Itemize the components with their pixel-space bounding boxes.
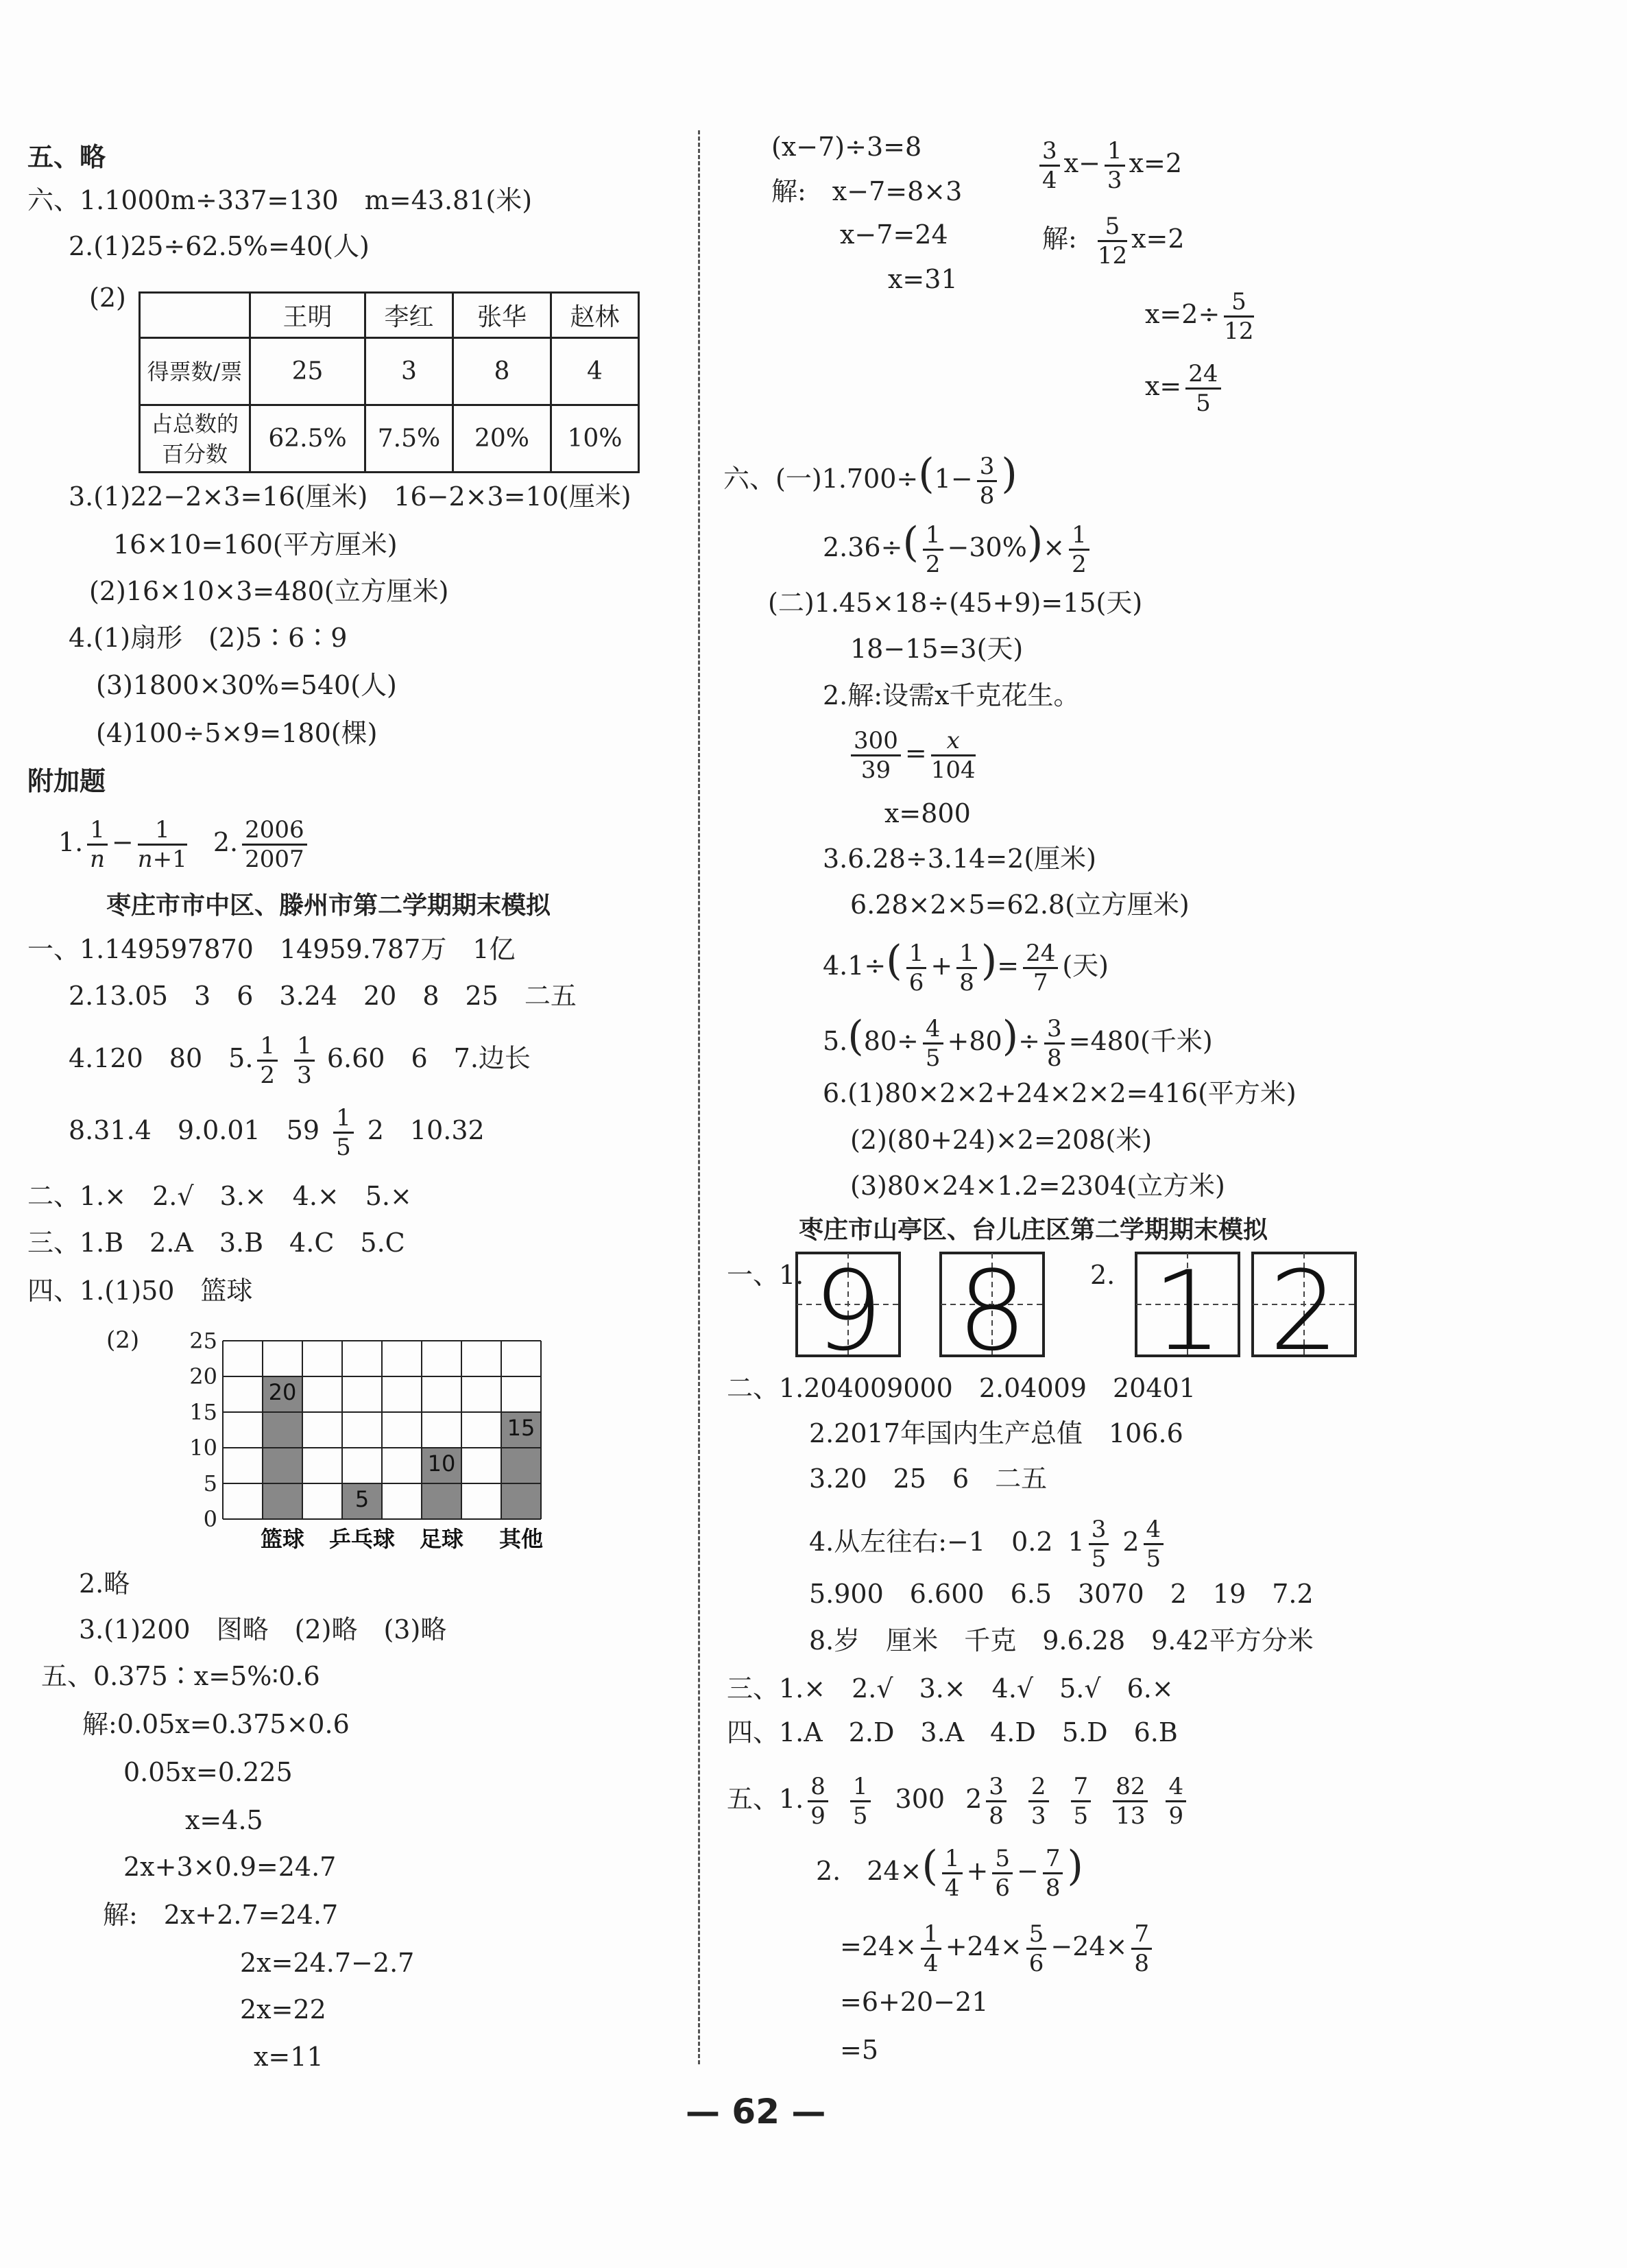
table-cell: 3 <box>365 338 453 405</box>
line: (二)1.45×18÷(45+9)=15(天) <box>768 588 1143 618</box>
line: 五、1. $\frac{8}{9}$ $\frac{1}{5}$ 300 2 $\frac{3}{8}$ $\frac{2}{3}$ $\frac{7}{5}$ $\frac{82}{13}$ $\frac{4}{9}$ <box>727 1773 1190 1830</box>
table-cell: 25 <box>250 338 365 405</box>
bar-chart <box>137 1327 562 1560</box>
bar-value-label: 15 <box>507 1415 535 1441</box>
line: 4.从左往右:−1 0.2 1 $\frac{3}{5}$ 2 $\frac{4}{5}$ <box>809 1516 1168 1573</box>
bar-value-label: 20 <box>268 1379 297 1405</box>
line: 3.6.28÷3.14=2(厘米) <box>823 844 1096 874</box>
line: 6.28×2×5=62.8(立方厘米) <box>850 890 1190 920</box>
x-tick-label: 其他 <box>498 1526 544 1552</box>
line: 2.略 <box>79 1568 130 1599</box>
line: 四、1.(1)50 篮球 <box>27 1276 253 1306</box>
table-cell: 张华 <box>453 293 551 338</box>
line: =24× $\frac{1}{4}$ +24× $\frac{5}{6}$ −24× $\frac{7}{8}$ <box>840 1920 1156 1977</box>
line: 18−15=3(天) <box>850 634 1024 664</box>
written-digit: 1 <box>1153 1252 1222 1361</box>
section-heading: 枣庄市山亭区、台儿庄区第二学期期末模拟 <box>799 1216 1268 1244</box>
x-tick-label: 乒乓球 <box>328 1526 396 1552</box>
line: 2. 24×( $\frac{1}{4}$ + $\frac{5}{6}$ − $\frac{7}{8}$ ) <box>816 1842 1083 1902</box>
line: 五、0.375∶x=5%∶0.6 <box>41 1661 320 1691</box>
line: 2x+3×0.9=24.7 <box>123 1852 337 1882</box>
line: 3.(1)22−2×3=16(厘米) 16−2×3=10(厘米) <box>69 481 631 512</box>
column-divider <box>698 130 700 2064</box>
line: 8.岁 厘米 千克 9.6.28 9.42平方分米 <box>809 1625 1314 1656</box>
line: 2.13.05 3 6 3.24 20 8 25 二五 <box>69 981 577 1011</box>
line: 3.(1)200 图略 (2)略 (3)略 <box>79 1614 447 1645</box>
table-cell: 8 <box>453 338 551 405</box>
line: x=800 <box>884 798 971 828</box>
x-tick-label: 篮球 <box>260 1526 305 1552</box>
line: 16×10=160(平方厘米) <box>113 529 398 560</box>
line: 三、1.× 2.√ 3.× 4.√ 5.√ 6.× <box>727 1673 1174 1704</box>
bar-value-label: 10 <box>427 1451 456 1477</box>
line: 解:0.05x=0.375×0.6 <box>82 1709 350 1739</box>
table-cell: 王明 <box>250 293 365 338</box>
line: 三、1.B 2.A 3.B 4.C 5.C <box>27 1228 405 1258</box>
line: 0.05x=0.225 <box>123 1757 293 1787</box>
line: 3.20 25 6 二五 <box>809 1464 1048 1494</box>
votes-table <box>138 291 640 473</box>
line: 2x=22 <box>240 1994 326 2025</box>
line: 4.120 80 5. $\frac{1}{2}$ $\frac{1}{3}$ 6.60 6 7.边长 <box>69 1032 531 1089</box>
line: x=11 <box>254 2042 324 2072</box>
y-tick-label: 25 <box>189 1328 217 1354</box>
line: 2.2017年国内生产总值 106.6 <box>809 1418 1183 1448</box>
line: 解: 2x+2.7=24.7 <box>103 1900 339 1930</box>
line: 2.解:设需x千克花生。 <box>823 680 1080 711</box>
line: 六、(一)1.700÷(1− $\frac{3}{8}$ ) <box>723 450 1017 510</box>
line: $\frac{300}{39}$ = $\frac{x}{104}$ <box>847 727 980 784</box>
line: 8.31.4 9.0.01 59 $\frac{1}{5}$ 2 10.32 <box>69 1104 485 1161</box>
y-tick-label: 5 <box>203 1470 217 1496</box>
line: (3)1800×30%=540(人) <box>96 670 397 700</box>
section-heading: 枣庄市市中区、滕州市第二学期期末模拟 <box>106 892 551 920</box>
line: 一、1. <box>727 1260 804 1290</box>
written-digit: 9 <box>813 1252 883 1361</box>
line: 二、1.204009000 2.04009 20401 <box>727 1373 1196 1403</box>
line: x= $\frac{24}{5}$ <box>1145 360 1225 417</box>
table-cell: 李红 <box>365 293 453 338</box>
line: =6+20−21 <box>840 1987 989 2017</box>
line: 4.1÷( $\frac{1}{6}$ + $\frac{1}{8}$ )= $\frac{24}{7}$ (天) <box>823 937 1109 996</box>
table-cell: 得票数/票 <box>140 338 250 405</box>
table-cell: 20% <box>453 405 551 473</box>
line: 一、1.149597870 14959.787万 1亿 <box>27 934 516 964</box>
table-cell: 62.5% <box>250 405 365 473</box>
line: 解: $\frac{5}{12}$ x=2 <box>1042 213 1185 270</box>
line: (4)100÷5×9=180(棵) <box>96 718 378 748</box>
line: (x−7)÷3=8 <box>771 132 922 162</box>
line: (3)80×24×1.2=2304(立方米) <box>850 1171 1225 1201</box>
line: 解: x−7=8×3 <box>771 176 963 206</box>
y-tick-label: 0 <box>203 1506 217 1532</box>
y-tick-label: 10 <box>189 1435 217 1461</box>
line: x−7=24 <box>840 219 948 250</box>
table-cell: 赵林 <box>551 293 639 338</box>
line: 四、1.A 2.D 3.A 4.D 5.D 6.B <box>727 1717 1178 1747</box>
table-cell: 4 <box>551 338 639 405</box>
table-cell <box>140 293 250 338</box>
line: =5 <box>840 2035 879 2065</box>
line: 6.(1)80×2×2+24×2×2=416(平方米) <box>823 1078 1297 1108</box>
page-number: — 62 — <box>686 2092 826 2132</box>
line: 五、略 <box>27 142 106 172</box>
line: x=4.5 <box>185 1805 263 1835</box>
x-tick-label: 足球 <box>419 1526 464 1552</box>
line: 2x=24.7−2.7 <box>240 1948 415 1978</box>
line: (2)(80+24)×2=208(米) <box>850 1125 1153 1155</box>
line: x=31 <box>888 264 958 294</box>
section-title: 附加题 <box>27 766 106 796</box>
written-digit: 2 <box>1269 1252 1339 1361</box>
line: (2)16×10×3=480(立方厘米) <box>89 576 449 606</box>
line: 4.(1)扇形 (2)5∶6∶9 <box>69 623 348 653</box>
line: 二、1.× 2.√ 3.× 4.× 5.× <box>27 1181 412 1211</box>
line: (2) <box>89 283 126 313</box>
line: $\frac{3}{4}$ x− $\frac{1}{3}$ x=2 <box>1035 137 1182 194</box>
line: (2) <box>106 1326 140 1354</box>
digit-grids <box>795 1252 1358 1361</box>
table-cell: 10% <box>551 405 639 473</box>
y-tick-label: 15 <box>189 1399 217 1425</box>
line: x=2÷ $\frac{5}{12}$ <box>1145 288 1254 345</box>
line: 5.(80÷ $\frac{4}{5}$ +80)÷ $\frac{3}{8}$ =480(千米) <box>823 1012 1213 1072</box>
bar-value-label: 5 <box>354 1486 370 1512</box>
table-cell: 占总数的百分数 <box>140 405 250 473</box>
table-cell: 7.5% <box>365 405 453 473</box>
line: 2.36÷( $\frac{1}{2}$ −30%)× $\frac{1}{2}$ <box>823 521 1094 578</box>
y-tick-label: 20 <box>189 1363 217 1389</box>
line: 六、1.1000m÷337=130 m=43.81(米) <box>27 185 533 215</box>
line: 1. $\frac{1}{n}$ − $\frac{1}{n+1}$ 2. $\frac{2006}{2007}$ <box>58 816 311 873</box>
written-digit: 8 <box>957 1252 1027 1361</box>
line: 2. <box>1090 1260 1116 1290</box>
line: 5.900 6.600 6.5 3070 2 19 7.2 <box>809 1579 1314 1609</box>
line: 2.(1)25÷62.5%=40(人) <box>69 231 370 261</box>
